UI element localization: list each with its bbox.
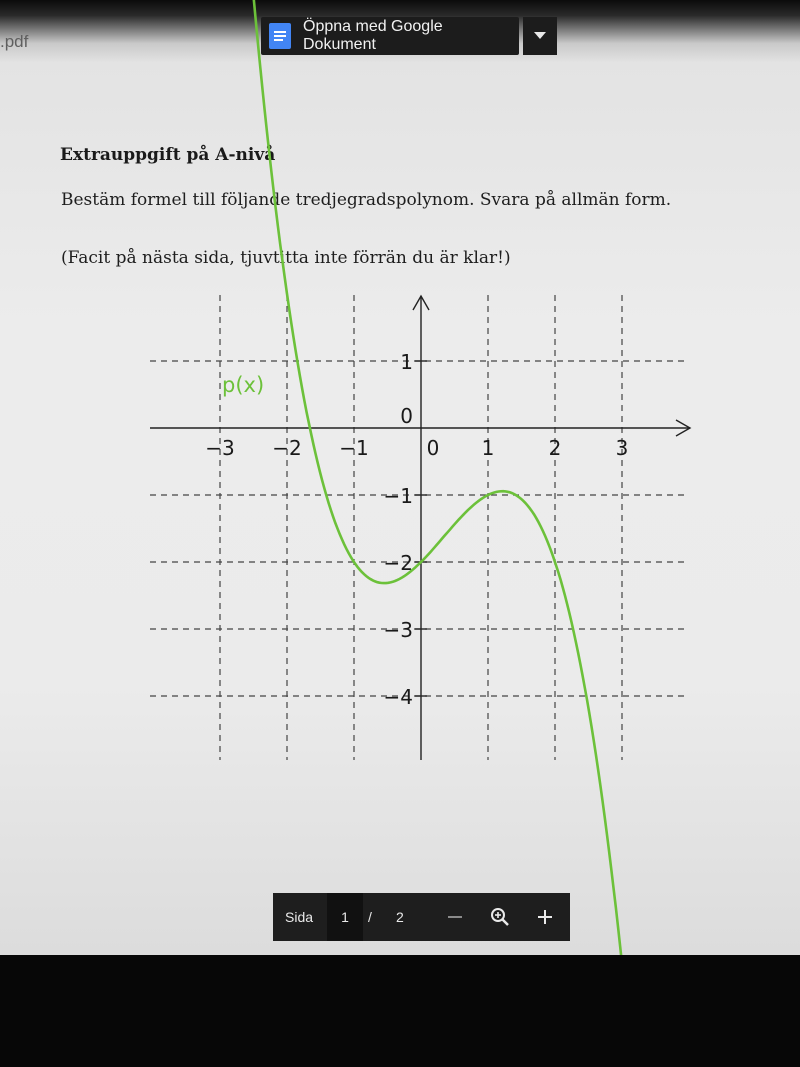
y-tick-label: −2 [383, 551, 413, 575]
y-tick-label: 0 [400, 404, 413, 428]
x-tick-label: −1 [339, 436, 369, 460]
x-tick-label: 3 [615, 436, 629, 460]
plus-icon [537, 909, 553, 925]
document-instruction: Bestäm formel till följande tredjegradspolynom. Svara på allmän form. [61, 190, 672, 210]
x-tick-label: 2 [548, 436, 562, 460]
x-tick-label: −3 [205, 436, 235, 460]
page-separator: / [368, 909, 372, 925]
y-tick-label: −4 [383, 685, 413, 709]
minus-icon [447, 909, 463, 925]
y-tick-label: 1 [400, 350, 413, 374]
open-with-label: Öppna med Google Dokument [303, 18, 443, 53]
x-tick-label: 0 [426, 436, 440, 460]
y-tick-label: −3 [383, 618, 413, 642]
x-tick-label: −2 [272, 436, 302, 460]
document-heading: Extrauppgift på A-nivå [60, 145, 276, 165]
zoom-button[interactable] [486, 903, 514, 931]
document-note: (Facit på nästa sida, tjuvtitta inte förrän du är klar!) [61, 248, 511, 268]
zoom-in-button[interactable] [531, 903, 559, 931]
page-navigation-bar [273, 893, 570, 941]
current-page-input[interactable]: 1 [327, 893, 363, 941]
screen-bezel [0, 955, 800, 1067]
y-tick-label: −1 [383, 484, 413, 508]
file-name: .pdf [0, 32, 29, 51]
x-tick-label: 1 [481, 436, 495, 460]
curve-label: p(x) [222, 373, 265, 397]
zoom-icon [490, 907, 510, 927]
page-label: Sida [285, 909, 314, 925]
total-pages: 2 [396, 909, 404, 925]
zoom-out-button[interactable] [441, 903, 469, 931]
